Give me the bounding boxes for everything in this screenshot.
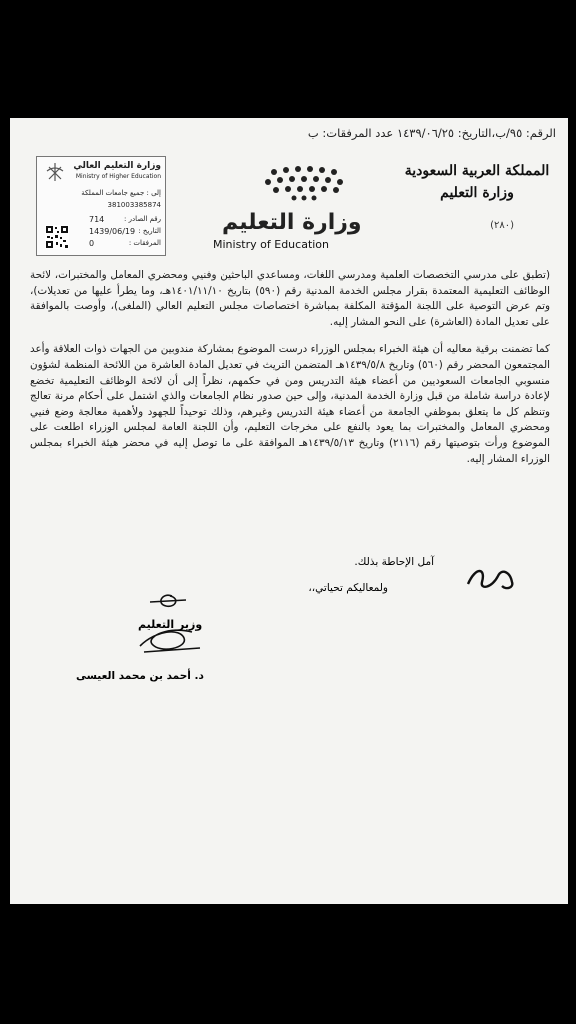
stamp-barcode-number: 381003385874	[107, 201, 161, 209]
stamp-value-date: 1439/06/19	[89, 227, 136, 236]
kingdom-name: المملكة العربية السعودية	[404, 163, 550, 179]
logo-english-text: Ministry of Education	[213, 238, 330, 251]
paragraph-1: (تطبق على مدرسي التخصصات العلمية ومدرسي اللغات، ومساعدي الباحثين وفنيي ومحضري المعامل والمختبرات، لائحة الوظائف التعليمية المعتمدة بقرار مجلس الخدمة المدنية رقم (٥٩٠) بتاريخ ١٤٠١/١١/١٠هـ، وما يطرأ عليها من تعديلات)، وتم عرض التوصية على اللجنة المؤقتة المكلفة بمباشرة اختصاصات مجلس التعليم العالي (الملغى)، وأوصت بالموافقة على تعديل المادة (العاشرة) على النحو المشار إليه.	[30, 269, 550, 328]
closing-line: آمل الإحاطة بذلك.	[354, 556, 434, 568]
letter-body	[30, 268, 550, 479]
stamp-label-outgoing: رقم الصادر :	[124, 215, 161, 223]
minister-title: وزير التعليم	[138, 618, 203, 631]
reference-line: الرقم: ٩٥/ب،التاريخ: ١٤٣٩/٠٦/٢٥ عدد المرفقات: ب	[307, 126, 556, 140]
paragraph-2: كما تضمنت برقية معاليه أن هيئة الخبراء بمجلس الوزراء درست الموضوع بمشاركة مندوبين من الجهات ذوات العلاقة وأعد المجتمعون المحضر رقم (٥٦٠) وتاريخ ١٤٣٩/٥/٨هـ المتضمن التريث في تعديل المادة العاشرة من اللائحة المنظمة لشؤون منسوبي الجامعات السعوديين من أعضاء هيئة التدريس ومن في حكمهم، نظراً إلى أن لائحة الوظائف التعليمية تخضع لإعادة دراسة شاملة من قبل وزارة الخدمة المدنية، وإلى حين صدور نظام الجامعات والذي اشتمل على أحكام مرنة تعالج وتنظم كل ما يتعلق بموظفي الجامعة من أعضاء هيئة التدريس وغيرهم، وذلك توحيداً للجهود ولأهمية معالجة وضع فنيي ومحضري المعامل والمختبرات بما يعود بالنفع على مخرجات التعليم، وأن اللجنة العامة لمجلس الوزراء اطلعت على الموضوع ورأت بتوصيتها رقم (٢١١٦) وتاريخ ١٤٣٩/٥/١٣هـ الموافقة على ما توصل إليه في محضر هيئة الخبراء بمجلس الوزراء المشار إليه.	[30, 343, 550, 465]
kingdom-heading	[402, 160, 552, 204]
stamp-title: وزارة التعليم العالي	[73, 161, 161, 171]
crest-reference: (٢٨٠)	[490, 220, 514, 231]
incoming-stamp	[36, 156, 166, 256]
document-page	[10, 118, 568, 904]
stamp-label-attachments: المرفقات :	[128, 239, 161, 247]
stamp-to: إلى : جميع جامعات المملكة	[81, 189, 161, 197]
regards-line: ولمعاليكم تحياتي،،	[308, 582, 388, 594]
qr-code-icon	[45, 225, 69, 249]
initials-signature-icon	[462, 558, 522, 598]
minister-name: د. أحمد بن محمد العيسى	[76, 670, 204, 682]
logo-arabic-text: وزارة التعليم	[222, 210, 362, 235]
stamp-value-attachments: 0	[89, 239, 95, 248]
emblem-icon	[43, 161, 67, 183]
stamp-label-date: التاريخ :	[138, 227, 161, 235]
ministry-name: وزارة التعليم	[440, 185, 514, 201]
stamp-value-outgoing: 714	[89, 215, 105, 224]
stamp-subtitle: Ministry of Higher Education	[75, 173, 161, 180]
